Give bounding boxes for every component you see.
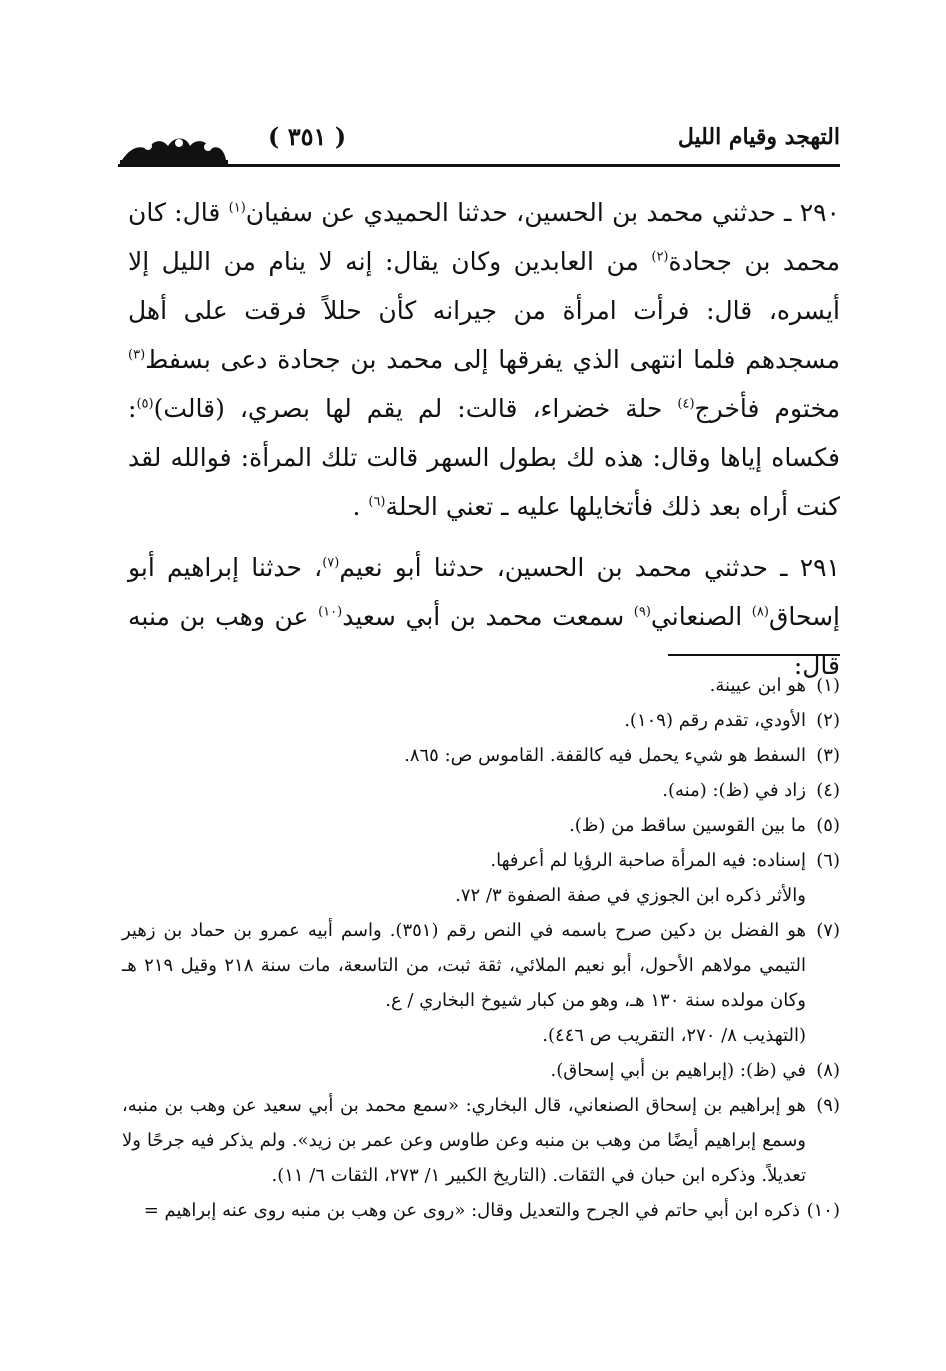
footnote-text (122, 1193, 800, 1228)
text-segment: ، حدثنا إبراهيم أبو إسحاق (128, 553, 840, 631)
footnote-text (122, 808, 806, 843)
footnote-ref: (١) (228, 200, 246, 216)
footnote-ref: (٢) (651, 249, 669, 265)
footnote-number: (٥) (816, 815, 840, 836)
hadith-paragraph (128, 188, 840, 531)
footnote-text (122, 668, 806, 703)
footnote-number: (٣) (816, 745, 840, 766)
footnote-number: (٤) (816, 780, 840, 801)
footnote-ref: (٥) (136, 396, 154, 412)
text-segment: مختوم فأخرج (694, 394, 840, 423)
footnote-item (122, 1193, 840, 1228)
header-rule (118, 164, 840, 167)
footnote-item (122, 1053, 840, 1088)
text-segment: قال: كان محمد بن جحادة (128, 198, 840, 276)
footnote-body: الأودي، تقدم رقم (١٠٩). (624, 710, 806, 731)
text-segment: ـ حدثني محمد بن الحسين، حدثنا أبو نعيم (339, 553, 800, 582)
footnote-item (122, 913, 840, 1053)
footnote-item (122, 1088, 840, 1193)
footnote-ref: (٤) (677, 396, 695, 412)
footnote-continuation: (التهذيب ٨/ ٢٧٠، التقريب ص ٤٤٦). (542, 1025, 806, 1046)
footnote-number: (٧) (816, 920, 840, 941)
footnote-item (122, 738, 840, 773)
footnote-text (122, 773, 806, 808)
text-segment: الصنعاني (650, 602, 752, 631)
footnote-number: (٨) (816, 1060, 840, 1081)
footnote-body: إسناده: فيه المرأة صاحبة الرؤيا لم أعرفها. (490, 850, 806, 871)
footnote-item (122, 843, 840, 913)
footnote-text (122, 1088, 806, 1193)
footnote-text (122, 843, 806, 913)
footnote-ref: (٧) (322, 555, 340, 571)
footnote-body: ذكره ابن أبي حاتم في الجرح والتعديل وقال: «روى عن وهب بن منبه روى عنه إبراهيم = (143, 1200, 800, 1221)
footnote-item (122, 773, 840, 808)
footnote-body: هو الفضل بن دكين صرح باسمه في النص رقم (٣٥١). واسم أبيه عمرو بن حماد بن زهير التيمي مولاهم الأحول، أبو نعيم الملائي، ثقة ثبت، من التاسعة، مات سنة ٢١٨ وقيل ٢١٩ هـ وكان مولده سنة ١٣٠ هـ، وهو من كبار شيوخ البخاري / ع. (122, 920, 806, 1011)
page-header (118, 118, 840, 168)
footnote-number: (٢) (816, 710, 840, 731)
text-segment: . (352, 492, 369, 521)
footnote-ref: (١٠) (318, 604, 343, 620)
footnote-body: هو إبراهيم بن إسحاق الصنعاني، قال البخاري: «سمع محمد بن أبي سعيد عن وهب بن منبه، وسمع إبراهيم أيضًا من وهب بن منبه وعن طاوس وعن عمر بن زيد». ولم يذكر فيه جرحًا ولا تعديلاً. وذكره ابن حبان في الثقات. (التاريخ الكبير ١/ ٢٧٣، الثقات ٦/ ١١). (122, 1095, 806, 1186)
footnote-number: (١) (816, 675, 840, 696)
footnote-ref: (٨) (751, 604, 769, 620)
text-segment: ـ حدثني محمد بن الحسين، حدثنا الحميدي عن سفيان (245, 198, 800, 227)
page-number: ( ٣٥١ ) (268, 122, 347, 151)
footnote-item (122, 668, 840, 703)
footnotes-section (122, 668, 840, 1228)
footnote-body: في (ظ): (إبراهيم بن أبي إسحاق). (550, 1060, 806, 1081)
footnote-ref: (٩) (633, 604, 651, 620)
footnote-body: زاد في (ظ): (منه). (662, 780, 806, 801)
text-segment: عن وهب بن منبه قال: (128, 602, 840, 680)
footnote-text (122, 913, 806, 1053)
footnote-body: ما بين القوسين ساقط من (ظ). (569, 815, 806, 836)
running-title: التهجد وقيام الليل (677, 124, 840, 150)
footnote-ref: (٣) (128, 347, 146, 363)
footnote-text (122, 1053, 806, 1088)
text-segment: : فكساه إياها وقال: هذه لك بطول السهر قالت تلك المرأة: فوالله لقد كنت أراه بعد ذلك فأتخايلها عليه ـ تعني الحلة (128, 394, 840, 521)
footnote-continuation: والأثر ذكره ابن الجوزي في صفة الصفوة ٣/ ٧٢. (455, 885, 806, 906)
hadith-number: ٢٩١ (799, 553, 840, 582)
footnote-body: السفط هو شيء يحمل فيه كالقفة. القاموس ص: ٨٦٥. (404, 745, 806, 766)
text-segment: سمعت محمد بن أبي سعيد (342, 602, 634, 631)
decorative-ornament-icon (118, 130, 230, 166)
footnote-body: هو ابن عيينة. (709, 675, 806, 696)
hadith-number: ٢٩٠ (799, 198, 840, 227)
footnote-separator (668, 654, 840, 656)
footnote-number: (٩) (816, 1095, 840, 1116)
footnote-number: (٦) (816, 850, 840, 871)
text-segment: من العابدين وكان يقال: إنه لا ينام من الليل إلا أيسره، قال: فرأت امرأة من جيرانه كأن حللاً فرقت على أهل مسجدهم فلما انتهى الذي يفرقها إلى محمد بن جحادة دعى بسفط (128, 247, 840, 374)
footnote-text (122, 738, 806, 773)
footnote-ref: (٦) (368, 494, 386, 510)
main-text (128, 188, 840, 690)
footnote-number: (١٠) (806, 1200, 840, 1221)
footnote-item (122, 808, 840, 843)
footnote-item (122, 703, 840, 738)
footnote-text (122, 703, 806, 738)
text-segment: حلة خضراء، قالت: لم يقم لها بصري، (قالت) (153, 394, 678, 423)
